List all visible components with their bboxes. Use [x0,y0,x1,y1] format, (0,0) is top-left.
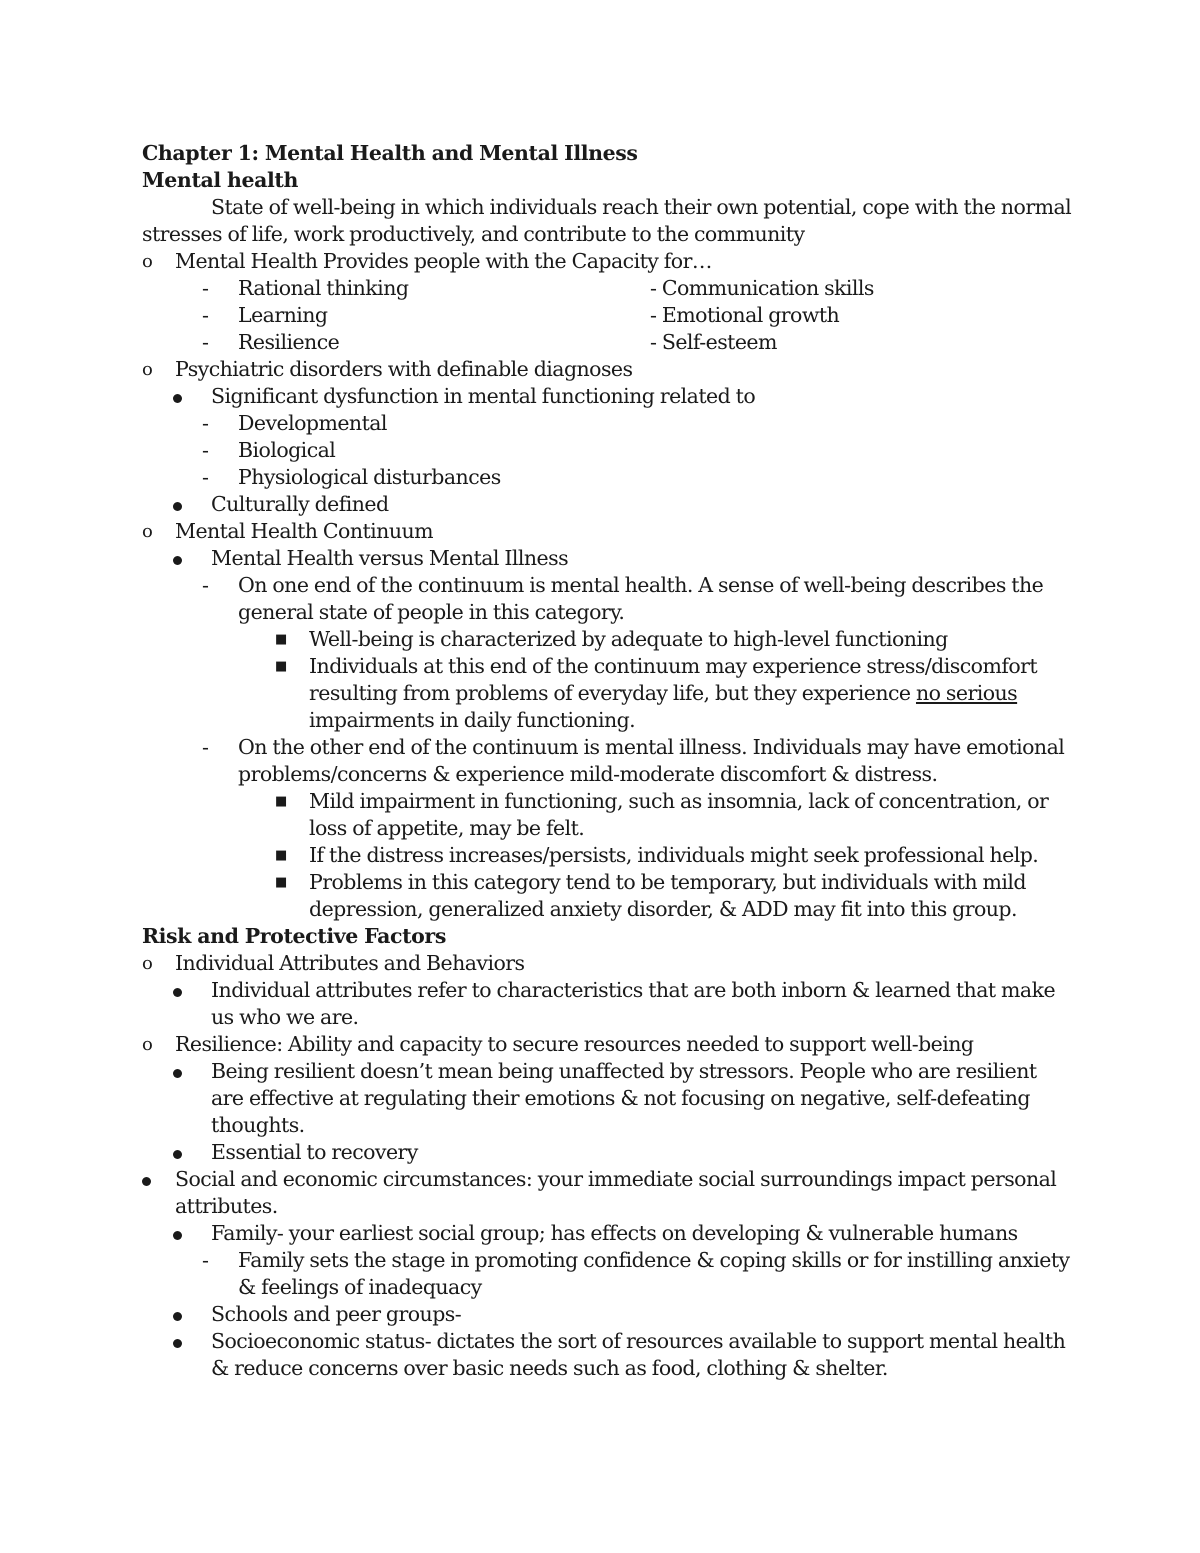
resilience-point-text: Being resilient doesn’t mean being unaffected by stressors. People who are resilient are effective at regulating their emotions & not focusing on negative, self-defeating thoughts. [211,1059,1037,1137]
mental-health-definition: State of well-being in which individuals reach their own potential, cope with the normal stresses of life, work productively, and contribute to the community [142,195,1072,246]
dash-bullet-icon: - [202,735,209,759]
filled-bullet-icon [173,1231,182,1240]
cultural-text: Culturally defined [211,492,389,516]
dash-bullet-icon: - [202,573,209,597]
versus-text: Mental Health versus Mental Illness [211,546,569,570]
capacity-right-2: - Emotional growth [650,303,840,327]
capacity-row-3 [142,329,1072,356]
health-point-text [309,654,1037,732]
capacity-right-3: - Self-esteem [650,330,777,354]
circle-bullet-icon: o [142,1034,153,1055]
dash-bullet-icon: - [202,1248,209,1272]
disorders-label: Psychiatric disorders with definable diagnoses [175,357,633,381]
capacity-left-1: Rational thinking [238,276,409,300]
square-bullet-icon: ■ [275,875,287,890]
list-item-health-end [142,572,1072,626]
capacity-row-1 [142,275,1072,302]
list-item-resilience [142,1031,1072,1058]
circle-bullet-icon: o [142,953,153,974]
ses-text: Socioeconomic status- dictates the sort of resources available to support mental health & reduce concerns over basic needs such as food, clothing & shelter. [211,1329,1066,1380]
illness-point-text: Mild impairment in functioning, such as insomnia, lack of concentration, or loss of appetite, may be felt. [309,789,1049,840]
health-end-text: On one end of the continuum is mental health. A sense of well-being describes the general state of people in this category. [238,573,1044,624]
dash-bullet-icon: - [202,303,209,327]
continuum-label: Mental Health Continuum [175,519,434,543]
list-item-factor [142,437,1072,464]
circle-bullet-icon: o [142,359,153,380]
filled-bullet-icon [173,556,182,565]
circle-bullet-icon: o [142,521,153,542]
list-item-schools [142,1301,1072,1328]
health-point-text-part: Individuals at this end of the continuum may experience stress/discomfort resulting from problems of everyday life, but they experience [309,654,1038,705]
filled-bullet-icon [173,1150,182,1159]
filled-bullet-icon [173,1312,182,1321]
list-item-health-point [142,653,1072,734]
list-item-continuum [142,518,1072,545]
dash-bullet-icon: - [202,438,209,462]
list-item-attributes-text [142,977,1072,1031]
capacity-left-3: Resilience [238,330,340,354]
list-item-capacity [142,248,1072,275]
dash-bullet-icon: - [202,330,209,354]
illness-point-text: If the distress increases/persists, individuals might seek professional help. [309,843,1039,867]
section-heading-mental-health: Mental health [142,168,299,192]
capacity-left-2: Learning [238,303,328,327]
family-sub-text: Family sets the stage in promoting confidence & coping skills or for instilling anxiety & feelings of inadequacy [238,1248,1070,1299]
attributes-text: Individual attributes refer to characteristics that are both inborn & learned that make us who we are. [211,978,1056,1029]
document-page [142,140,1072,1382]
list-item-attributes [142,950,1072,977]
list-item-health-point [142,626,1072,653]
list-item-factor [142,410,1072,437]
dash-bullet-icon: - [202,276,209,300]
list-item-illness-point [142,788,1072,842]
filled-bullet-icon [173,1069,182,1078]
schools-text: Schools and peer groups- [211,1302,462,1326]
filled-bullet-icon [173,988,182,997]
illness-end-text: On the other end of the continuum is mental illness. Individuals may have emotional problems/concerns & experience mild-moderate discomfort & distress. [238,735,1065,786]
filled-bullet-icon [173,502,182,511]
circle-bullet-icon: o [142,251,153,272]
list-item-factor [142,464,1072,491]
health-point-text-part: impairments in daily functioning. [309,708,636,732]
filled-bullet-icon [173,1339,182,1348]
list-item-cultural [142,491,1072,518]
section-heading-risk: Risk and Protective Factors [142,924,446,948]
resilience-label: Resilience: Ability and capacity to secure resources needed to support well-being [175,1032,974,1056]
list-item-illness-point [142,842,1072,869]
dysfunction-text: Significant dysfunction in mental functioning related to [211,384,756,408]
capacity-right-1: - Communication skills [650,276,874,300]
capacity-label: Mental Health Provides people with the Capacity for… [175,249,712,273]
chapter-title: Chapter 1: Mental Health and Mental Illness [142,141,638,165]
factor-text: Biological [238,438,336,462]
resilience-point-text: Essential to recovery [211,1140,418,1164]
list-item-illness-end [142,734,1072,788]
list-item-dysfunction [142,383,1072,410]
square-bullet-icon: ■ [275,848,287,863]
list-item-illness-point [142,869,1072,923]
list-item-social [142,1166,1072,1220]
square-bullet-icon: ■ [275,659,287,674]
square-bullet-icon: ■ [275,632,287,647]
dash-bullet-icon: - [202,411,209,435]
list-item-resilience-point [142,1139,1072,1166]
list-item-resilience-point [142,1058,1072,1139]
family-text: Family- your earliest social group; has effects on developing & vulnerable humans [211,1221,1018,1245]
dash-bullet-icon: - [202,465,209,489]
underlined-text: no serious [915,681,1018,705]
list-item-family [142,1220,1072,1247]
illness-point-text: Problems in this category tend to be temporary, but individuals with mild depression, generalized anxiety disorder, & ADD may fit into this group. [309,870,1026,921]
square-bullet-icon: ■ [275,794,287,809]
factor-text: Developmental [238,411,387,435]
filled-bullet-icon [173,394,182,403]
attributes-label: Individual Attributes and Behaviors [175,951,525,975]
factor-text: Physiological disturbances [238,465,501,489]
social-label: Social and economic circumstances: your immediate social surroundings impact personal attributes. [175,1167,1057,1218]
list-item-ses [142,1328,1072,1382]
list-item-versus [142,545,1072,572]
health-point-text: Well-being is characterized by adequate to high-level functioning [309,627,948,651]
list-item-disorders [142,356,1072,383]
list-item-family-sub [142,1247,1072,1301]
filled-bullet-icon [142,1177,151,1186]
capacity-row-2 [142,302,1072,329]
